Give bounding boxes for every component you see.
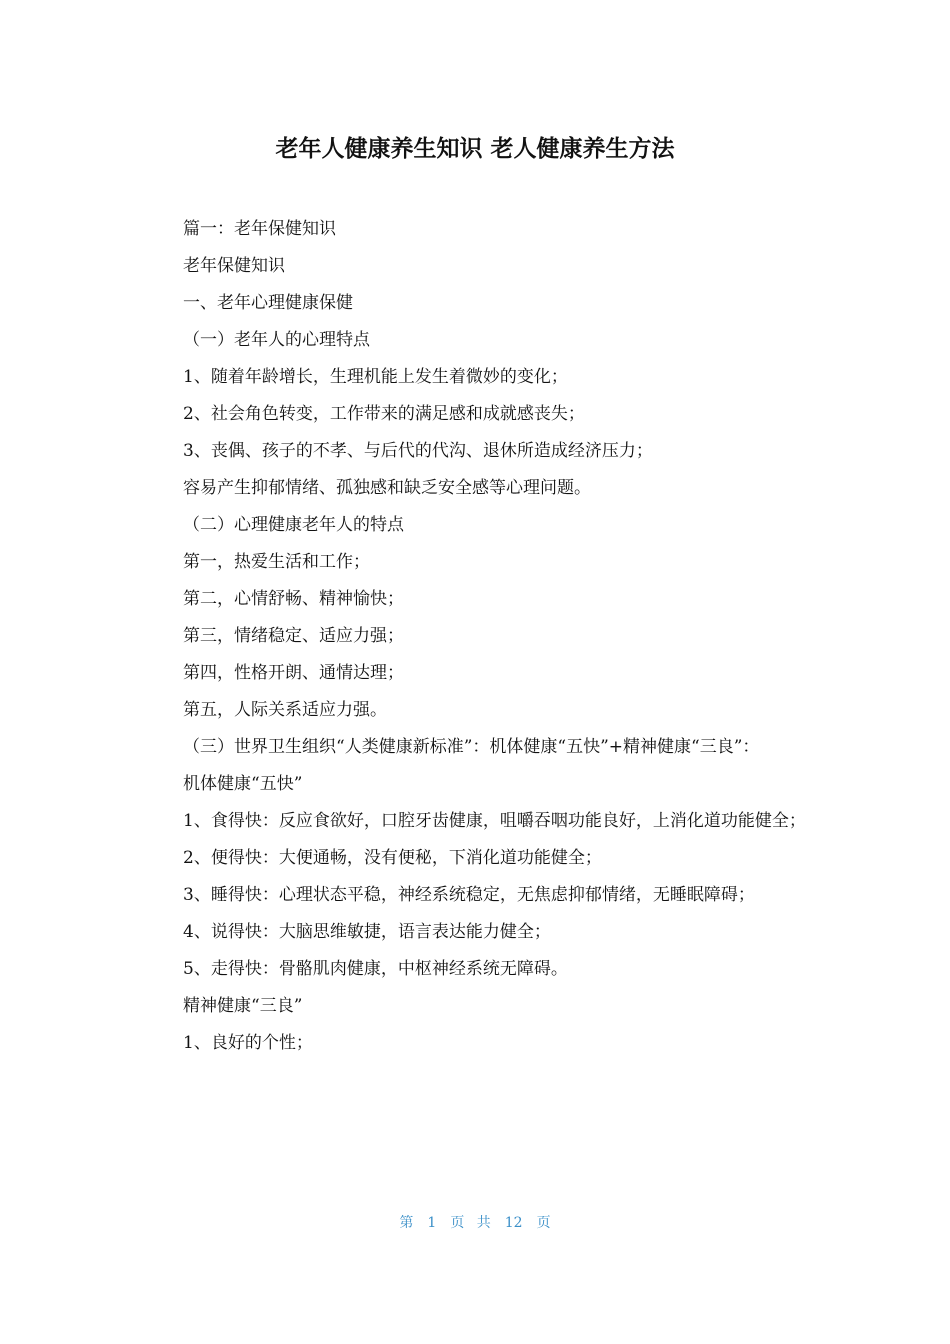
paragraph: （一）老年人的心理特点 xyxy=(183,330,370,350)
paragraph: 一、老年心理健康保健 xyxy=(183,293,353,313)
paragraph: 老年保健知识 xyxy=(183,256,285,276)
paragraph: （二）心理健康老年人的特点 xyxy=(183,515,404,535)
paragraph: 第四，性格开朗、通情达理； xyxy=(183,663,404,683)
paragraph: 第五，人际关系适应力强。 xyxy=(183,700,387,720)
paragraph: （三）世界卫生组织“人类健康新标准”：机体健康“五快”+精神健康“三良”： xyxy=(183,737,760,757)
footer-prefix: 第 xyxy=(399,1215,414,1231)
paragraph: 3、睡得快：心理状态平稳，神经系统稳定，无焦虑抑郁情绪，无睡眠障碍； xyxy=(183,885,755,905)
paragraph: 容易产生抑郁情绪、孤独感和缺乏安全感等心理问题。 xyxy=(183,478,591,498)
paragraph: 4、说得快：大脑思维敏捷，语言表达能力健全； xyxy=(183,922,551,942)
paragraph: 1、随着年龄增长，生理机能上发生着微妙的变化； xyxy=(183,367,568,387)
paragraph: 2、便得快：大便通畅，没有便秘，下消化道功能健全； xyxy=(183,848,602,868)
paragraph: 第三，情绪稳定、适应力强； xyxy=(183,626,404,646)
paragraph: 篇一：老年保健知识 xyxy=(183,219,336,239)
footer-middle: 页 共 xyxy=(450,1215,491,1231)
paragraph: 机体健康“五快” xyxy=(183,774,303,794)
document-title: 老年人健康养生知识 老人健康养生方法 xyxy=(275,136,675,163)
footer-current-page: 1 xyxy=(427,1215,437,1231)
paragraph: 精神健康“三良” xyxy=(183,996,303,1016)
document-body xyxy=(145,211,807,1062)
footer-suffix: 页 xyxy=(536,1215,551,1231)
paragraph: 5、走得快：骨骼肌肉健康，中枢神经系统无障碍。 xyxy=(183,959,568,979)
paragraph: 1、良好的个性； xyxy=(183,1033,313,1053)
paragraph: 1、食得快：反应食欲好，口腔牙齿健康，咀嚼吞咽功能良好，上消化道功能健全； xyxy=(183,811,806,831)
paragraph: 第一，热爱生活和工作； xyxy=(183,552,370,572)
paragraph: 2、社会角色转变，工作带来的满足感和成就感丧失； xyxy=(183,404,585,424)
footer-total-pages: 12 xyxy=(504,1215,523,1231)
paragraph: 3、丧偶、孩子的不孝、与后代的代沟、退休所造成经济压力； xyxy=(183,441,653,461)
paragraph: 第二，心情舒畅、精神愉快； xyxy=(183,589,404,609)
page-footer xyxy=(0,1212,950,1234)
